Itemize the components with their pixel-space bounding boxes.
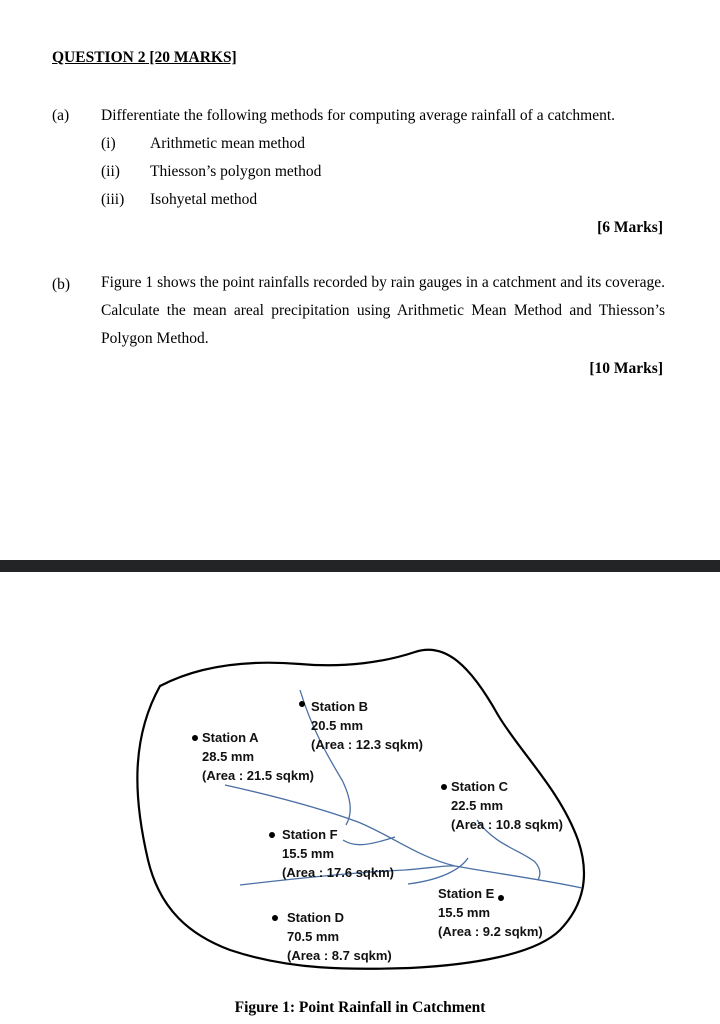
river-network (225, 690, 582, 888)
part-b-label: (b) (52, 276, 71, 293)
station-d-area: (Area : 8.7 sqkm) (287, 948, 392, 963)
station-f-rainfall: 15.5 mm (282, 846, 335, 861)
station-b-rainfall: 20.5 mm (311, 718, 364, 733)
catchment-boundary (137, 650, 584, 969)
station-d-name: Station D (287, 910, 345, 925)
item-ii-text: Thiesson’s polygon method (150, 163, 322, 180)
station-b-name: Station B (311, 699, 369, 714)
station-c-area: (Area : 10.8 sqkm) (451, 817, 563, 832)
part-a-text: Differentiate the following methods for computing average rainfall of a catchment. (101, 107, 616, 124)
river-main (225, 785, 582, 888)
part-b-marks: [10 Marks] (589, 360, 663, 377)
station-a-marker (192, 735, 198, 741)
station-f-area: (Area : 17.6 sqkm) (282, 865, 394, 880)
station-e-rainfall: 15.5 mm (438, 905, 491, 920)
part-a-marks: [6 Marks] (597, 219, 663, 236)
station-c-name: Station C (451, 779, 509, 794)
station-c-marker (441, 784, 447, 790)
figure-caption: Figure 1: Point Rainfall in Catchment (234, 999, 486, 1016)
item-ii-number: (ii) (101, 163, 120, 180)
item-iii-text: Isohyetal method (150, 191, 258, 208)
item-iii-number: (iii) (101, 191, 125, 208)
station-c-rainfall: 22.5 mm (451, 798, 504, 813)
station-f-name: Station F (282, 827, 338, 842)
station-b-marker (299, 701, 305, 707)
part-a-label: (a) (52, 107, 70, 124)
item-i-number: (i) (101, 135, 116, 152)
item-i-text: Arithmetic mean method (150, 135, 305, 152)
station-e-name: Station E (438, 886, 495, 901)
station-f-marker (269, 832, 275, 838)
station-a-area: (Area : 21.5 sqkm) (202, 768, 314, 783)
river-tributary-f (343, 837, 395, 845)
station-e-area: (Area : 9.2 sqkm) (438, 924, 543, 939)
part-b-text: Figure 1 shows the point rainfalls recorded by rain gauges in a catchment and its coverage. Calculate the mean areal precipitation using Arithmetic Mean Method and Thiesson’s Polygon Method. (101, 274, 665, 347)
station-e-marker (498, 895, 504, 901)
page-divider (0, 560, 720, 572)
station-b-area: (Area : 12.3 sqkm) (311, 737, 423, 752)
question-title: QUESTION 2 [20 MARKS] (52, 49, 237, 66)
station-a-name: Station A (202, 730, 259, 745)
river-tributary-e (408, 858, 468, 884)
station-a-rainfall: 28.5 mm (202, 749, 255, 764)
catchment-figure (0, 572, 720, 1024)
station-d-marker (272, 915, 278, 921)
station-d-rainfall: 70.5 mm (287, 929, 340, 944)
